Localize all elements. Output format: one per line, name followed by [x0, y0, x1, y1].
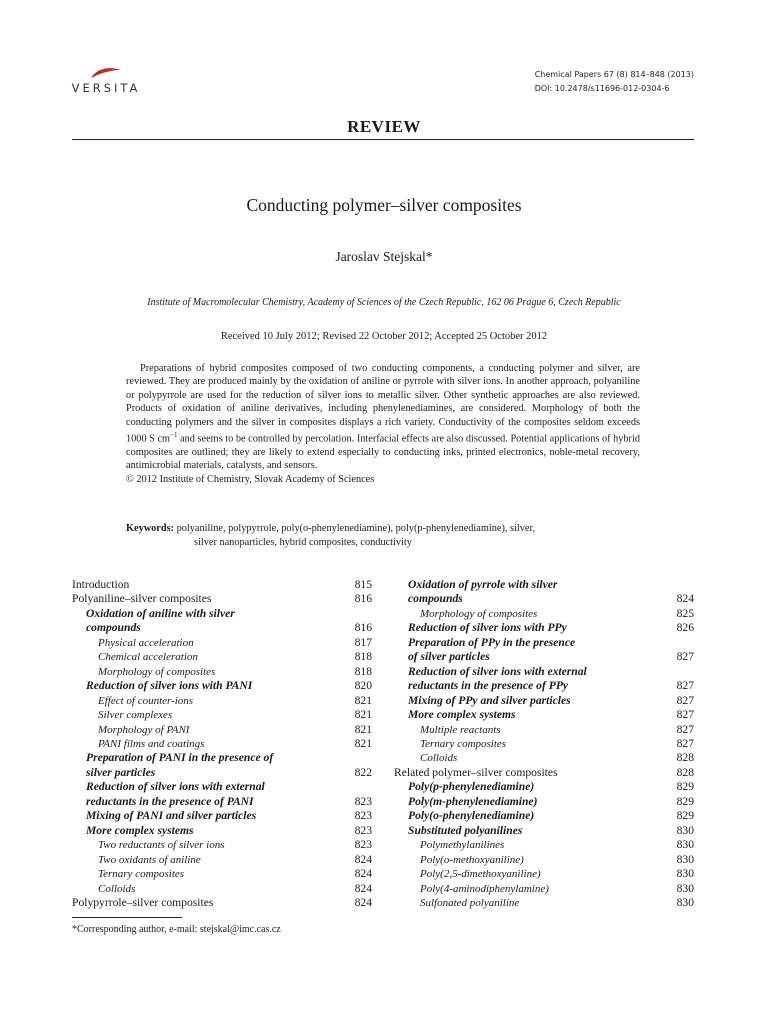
toc-entry-title: Poly(o-methoxyaniline) — [420, 853, 524, 866]
toc-entry-title: Ternary composites — [420, 737, 507, 750]
toc-entry-title: Oxidation of pyrrole with silver — [408, 578, 558, 591]
toc-entry-title: Colloids — [98, 882, 136, 895]
toc-entry-page: 818 — [354, 664, 372, 678]
publisher-logo — [68, 66, 144, 95]
toc-entry-page: 817 — [354, 635, 372, 649]
toc-entry-page: 821 — [354, 693, 372, 707]
toc-entry-page: 823 — [354, 838, 372, 852]
toc-entry-title: More complex systems — [408, 708, 516, 722]
toc-entry-title: reductants in the presence of PANI — [86, 794, 254, 808]
toc-entry-page: 830 — [676, 867, 694, 881]
author-affiliation: Institute of Macromolecular Chemistry, Academy of Sciences of the Czech Republic, 162 06 Prague 6, Czech Republic — [147, 297, 621, 308]
toc-entry — [72, 809, 372, 823]
toc-entry — [72, 592, 372, 606]
toc-entry — [72, 636, 372, 650]
toc-entry-title: Colloids — [420, 752, 458, 765]
toc-entry-page: 830 — [676, 852, 694, 866]
article-title: Conducting polymer–silver composites — [246, 195, 522, 215]
copyright-line — [126, 473, 640, 486]
toc-entry-page: 827 — [676, 722, 694, 736]
toc-entry — [72, 708, 372, 722]
article-dates: Received 10 July 2012; Revised 22 October 2012; Accepted 25 October 2012 — [220, 331, 548, 342]
toc-entry — [394, 838, 694, 852]
toc-entry — [72, 665, 372, 679]
toc-entry — [72, 838, 372, 852]
toc-entry-page: 830 — [676, 881, 694, 895]
toc-entry — [72, 766, 372, 780]
toc-entry-page: 824 — [676, 592, 694, 606]
toc-entry-page: 823 — [354, 809, 372, 823]
toc-entry-title: Polymethylanilines — [420, 839, 505, 852]
toc-entry-page: 816 — [354, 621, 372, 635]
toc-entry-page: 824 — [354, 867, 372, 881]
toc-entry — [394, 853, 694, 867]
toc-entry-title: of silver particles — [408, 650, 490, 664]
toc-entry — [72, 694, 372, 708]
toc-entry-page: 827 — [676, 708, 694, 722]
toc-entry-page: 818 — [354, 650, 372, 664]
toc-entry — [394, 723, 694, 737]
toc-entry-title: Poly(o-phenylenediamine) — [408, 809, 535, 823]
toc-entry-title: Chemical acceleration — [98, 651, 198, 664]
toc-entry-title: Reduction of silver ions with PANI — [86, 679, 253, 693]
toc-entry-title: PANI films and coatings — [98, 737, 205, 750]
toc-entry — [72, 650, 372, 664]
toc-entry — [394, 694, 694, 708]
toc-entry-title: Preparation of PPy in the presence — [408, 635, 576, 649]
toc-entry-title: Morphology of composites — [420, 607, 538, 620]
toc-entry — [72, 737, 372, 751]
toc-entry-title: Reduction of silver ions with external — [86, 780, 265, 794]
toc-entry-title: Polypyrrole–silver composites — [72, 895, 214, 909]
toc-entry-page: 821 — [354, 722, 372, 736]
keywords-line-1: polyaniline, polypyrrole, poly(o-phenylenediamine), poly(p-phenylenediamine), silver, — [176, 523, 536, 534]
toc-entry-page: 827 — [676, 693, 694, 707]
journal-citation: Chemical Papers 67 (8) 814–848 (2013) — [534, 70, 694, 79]
toc-entry-title: Two oxidants of aniline — [98, 853, 201, 866]
abstract-text-start: Preparations of hybrid composites composed of two conducting components, a conducting polymer and silver, are reviewed. They are produced mainly by the oxidation of aniline or pyrrole with silver ions. In another approach, polyaniline or polypyrrole are used for the reduction of silver ions to metallic silver. Other synthetic approaches are also reviewed. Products of oxidation of aniline derivatives, including phenylenediamines, are considered. Morphology of both the conducting polymers and the silver in composites displays a rich variety. Conductivity of the composites seldom exceeds 1000 S cm — [126, 363, 640, 445]
toc-entry-page: 829 — [676, 794, 694, 808]
abstract-text-end: and seems to be controlled by percolation. Interfacial effects are also discussed. Potential applications of hybrid composites are outlined; they are likely to extend especially to conducting inks, printed electronics, noble-metal recovery, antimicrobial materials, catalysts, and sensors. — [126, 433, 640, 472]
toc-entry — [72, 795, 372, 809]
toc-entry-page: 828 — [676, 751, 694, 765]
toc-entry-title: reductants in the presence of PPy — [408, 679, 569, 693]
toc-entry-page: 827 — [676, 736, 694, 750]
toc-entry-page: 826 — [676, 621, 694, 635]
toc-entry-title: Mixing of PANI and silver particles — [86, 809, 257, 823]
section-heading: REVIEW — [347, 117, 421, 136]
toc-entry-page: 823 — [354, 823, 372, 837]
toc-entry-page: 829 — [676, 809, 694, 823]
toc-entry-title: Reduction of silver ions with external — [408, 664, 587, 678]
toc-entry — [394, 607, 694, 621]
toc-entry-page: 824 — [354, 881, 372, 895]
toc-entry — [72, 723, 372, 737]
header-rule — [72, 139, 694, 140]
toc-entry-page: 822 — [354, 765, 372, 779]
toc-entry — [394, 708, 694, 722]
toc-entry-title: Reduction of silver ions with PPy — [408, 621, 567, 635]
footnote-rule — [72, 917, 182, 918]
toc-entry-title: Poly(2,5-dimethoxyaniline) — [420, 868, 541, 881]
toc-entry — [72, 853, 372, 867]
toc-entry-page: 827 — [676, 650, 694, 664]
toc-entry — [394, 780, 694, 794]
abstract-exponent: −1 — [170, 431, 178, 440]
toc-entry — [394, 650, 694, 664]
toc-entry — [394, 809, 694, 823]
toc-entry — [394, 867, 694, 881]
toc-entry — [72, 621, 372, 635]
author-name: Jaroslav Stejskal* — [335, 249, 433, 264]
toc-entry-page: 830 — [676, 838, 694, 852]
toc-entry-title: Sulfonated polyaniline — [420, 896, 520, 909]
toc-entry-title: Ternary composites — [98, 868, 185, 881]
toc-entry-page: 821 — [354, 736, 372, 750]
publisher-name: VERSITA — [71, 81, 141, 95]
toc-entry-title: Poly(p-phenylenediamine) — [408, 780, 535, 794]
toc-entry — [394, 882, 694, 896]
journal-doi: DOI: 10.2478/s11696-012-0304-6 — [534, 84, 670, 93]
toc-entry — [72, 751, 372, 765]
toc-entry-title: Poly(4-aminodiphenylamine) — [420, 882, 549, 895]
toc-entry — [394, 766, 694, 780]
toc-entry-page: 824 — [354, 895, 372, 909]
toc-entry — [72, 896, 372, 910]
toc-entry-page: 828 — [676, 765, 694, 779]
keywords-line-2: silver nanoparticles, hybrid composites, conductivity — [194, 536, 412, 548]
toc-entry — [394, 636, 694, 650]
toc-entry-title: silver particles — [86, 765, 156, 779]
toc-entry-title: More complex systems — [86, 823, 194, 837]
toc-entry — [394, 824, 694, 838]
toc-entry-page: 816 — [354, 592, 372, 606]
toc-entry-title: Morphology of composites — [98, 665, 216, 678]
toc-entry-title: Effect of counter-ions — [98, 694, 194, 707]
toc-entry — [394, 578, 694, 592]
toc-entry-title: Morphology of PANI — [98, 723, 190, 736]
abstract — [126, 362, 640, 486]
toc-entry-title: Poly(m-phenylenediamine) — [408, 794, 538, 808]
toc-entry-title: Substituted polyanilines — [408, 823, 523, 837]
toc-entry-title: Mixing of PPy and silver particles — [408, 693, 571, 707]
toc-entry — [72, 679, 372, 693]
toc-entry — [72, 578, 372, 592]
toc-entry — [394, 679, 694, 693]
toc-entry-page: 825 — [676, 606, 694, 620]
toc-entry-title: Physical acceleration — [98, 636, 194, 649]
abstract-text — [126, 362, 640, 473]
toc-entry — [72, 867, 372, 881]
toc-entry — [72, 607, 372, 621]
toc-entry — [394, 737, 694, 751]
toc-entry-page: 829 — [676, 780, 694, 794]
toc-entry-page: 823 — [354, 794, 372, 808]
toc-entry-title: Polyaniline–silver composites — [72, 592, 212, 606]
toc-entry-page: 824 — [354, 852, 372, 866]
toc-entry-page: 830 — [676, 823, 694, 837]
copyright-text: 2012 Institute of Chemistry, Slovak Academy of Sciences — [136, 473, 375, 485]
toc-right-column — [394, 578, 694, 910]
toc-entry — [394, 665, 694, 679]
toc-entry-title: compounds — [408, 592, 463, 606]
toc-entry-page: 821 — [354, 708, 372, 722]
copyright-icon: © — [126, 473, 134, 485]
toc-entry-title: Two reductants of silver ions — [98, 839, 225, 852]
toc-entry — [72, 824, 372, 838]
toc-entry-title: Related polymer–silver composites — [394, 765, 558, 779]
toc-entry — [394, 592, 694, 606]
toc-entry — [394, 621, 694, 635]
versita-leaf-icon — [89, 66, 123, 80]
toc-entry-page: 827 — [676, 679, 694, 693]
toc-entry-title: compounds — [86, 621, 141, 635]
toc-entry-title: Introduction — [72, 578, 130, 591]
toc-entry — [72, 882, 372, 896]
toc-entry-page: 815 — [354, 578, 372, 591]
toc-entry-title: Preparation of PANI in the presence of — [86, 751, 274, 765]
keywords — [126, 522, 646, 550]
toc-entry-title: Silver complexes — [98, 709, 173, 722]
toc-entry — [394, 751, 694, 765]
keywords-label: Keywords: — [126, 523, 175, 534]
toc-entry — [394, 896, 694, 910]
toc-entry-page: 820 — [354, 679, 372, 693]
toc-entry-title: Multiple reactants — [420, 723, 501, 736]
footnote: *Corresponding author, e-mail: stejskal@imc.cas.cz — [72, 924, 281, 935]
toc-left-column — [72, 578, 372, 910]
toc-entry-page: 830 — [676, 895, 694, 909]
journal-info — [535, 68, 694, 96]
toc-entry — [72, 780, 372, 794]
toc-entry — [394, 795, 694, 809]
toc-entry-title: Oxidation of aniline with silver — [86, 606, 235, 620]
